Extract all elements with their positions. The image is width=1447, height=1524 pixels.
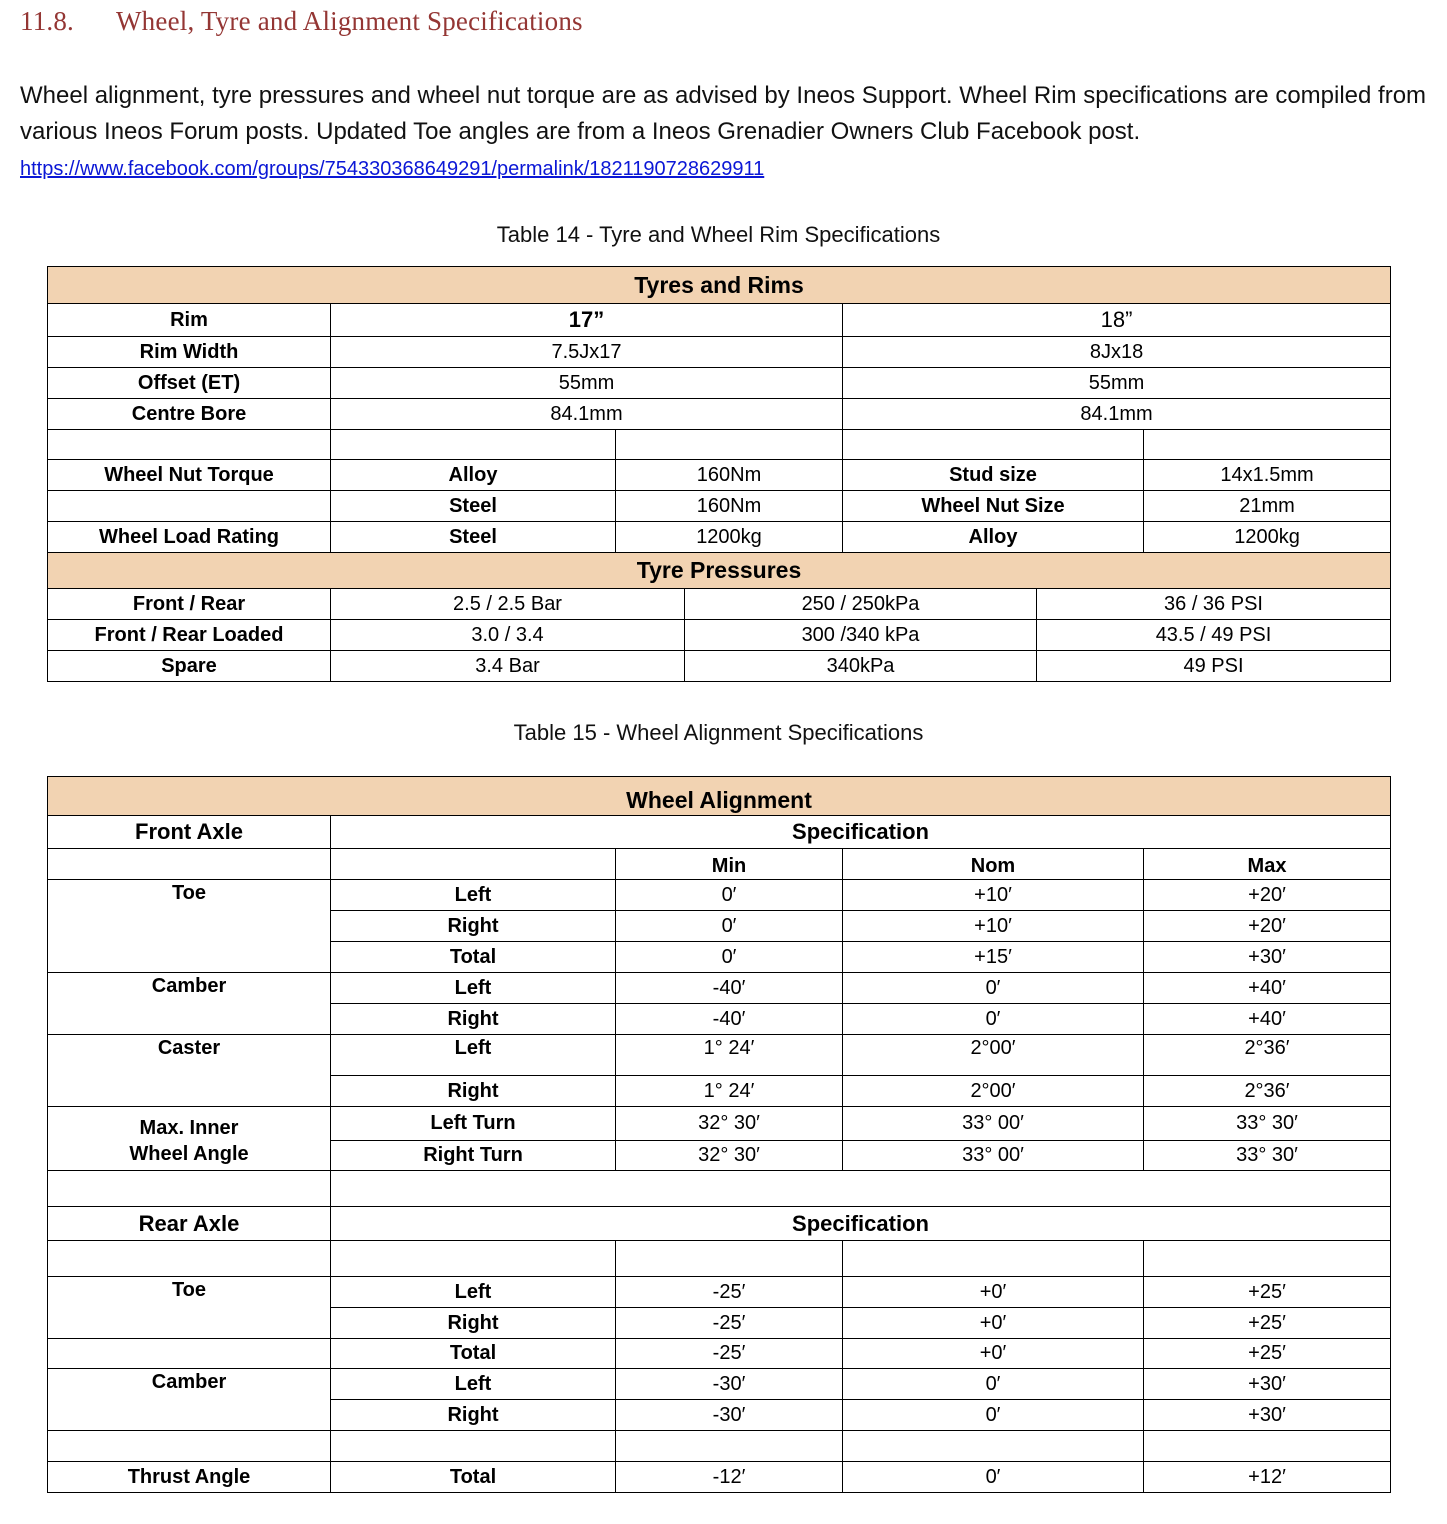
nom-value: 33° 00′ [843,1141,1144,1171]
tyres-rims-title: Tyres and Rims [48,267,1391,304]
nom-value: 0′ [843,973,1144,1004]
load-alloy-value: 1200kg [1144,522,1391,553]
table-row [48,1277,1391,1308]
min-value: 0′ [616,880,843,911]
min-value: 0′ [616,942,843,973]
spare-kpa: 340kPa [685,651,1037,682]
wheel-nut-size-label: Wheel Nut Size [843,491,1144,522]
front-rear-kpa: 250 / 250kPa [685,589,1037,620]
empty-cell [48,1339,331,1369]
side-label: Right [331,911,616,942]
empty-cell [48,430,331,460]
max-value: +30′ [1144,942,1391,973]
side-label: Total [331,1462,616,1493]
min-value: -30′ [616,1369,843,1400]
centre-bore-17: 84.1mm [331,399,843,430]
table-row [48,880,1391,911]
empty-cell [616,1431,843,1462]
stud-size-label: Stud size [843,460,1144,491]
max-value: +25′ [1144,1339,1391,1369]
table-row [48,973,1391,1004]
front-camber-label: Camber [48,973,331,1035]
side-label: Left [331,1035,616,1076]
nom-value: +0′ [843,1339,1144,1369]
rim-width-18: 8Jx18 [843,337,1391,368]
side-label: Right [331,1308,616,1339]
min-value: -40′ [616,1004,843,1035]
torque-steel-value: 160Nm [616,491,843,522]
max-value: +20′ [1144,911,1391,942]
torque-steel-label: Steel [331,491,616,522]
front-rear-bar: 2.5 / 2.5 Bar [331,589,685,620]
table-row [48,1141,1391,1171]
empty-cell [843,1241,1144,1277]
min-value: -30′ [616,1400,843,1431]
front-axle-label: Front Axle [48,816,331,849]
empty-cell [1144,1431,1391,1462]
min-value: -25′ [616,1308,843,1339]
table-row [48,1107,1391,1141]
side-label: Right [331,1076,616,1107]
section-title: Wheel, Tyre and Alignment Specifications [116,6,583,36]
empty-cell [48,1171,331,1207]
col-max: Max [1144,849,1391,880]
nom-value: 0′ [843,1462,1144,1493]
rear-camber-label: Camber [48,1369,331,1431]
centre-bore-18: 84.1mm [843,399,1391,430]
empty-cell [48,491,331,522]
front-rear-loaded-label: Front / Rear Loaded [48,620,331,651]
min-value: -25′ [616,1277,843,1308]
side-label: Total [331,1339,616,1369]
max-value: +30′ [1144,1369,1391,1400]
front-caster-label: Caster [48,1035,331,1107]
side-label: Left [331,1369,616,1400]
tyre-pressures-title: Tyre Pressures [48,553,1391,589]
empty-cell [843,1431,1144,1462]
empty-cell [48,1241,331,1277]
min-value: 1° 24′ [616,1035,843,1076]
empty-cell [331,1241,616,1277]
rim-width-label: Rim Width [48,337,331,368]
nom-value: +10′ [843,880,1144,911]
table-row [48,1339,1391,1369]
tyres-rims-table [47,266,1391,553]
empty-cell [331,1431,616,1462]
stud-size-value: 14x1.5mm [1144,460,1391,491]
max-value: 2°36′ [1144,1035,1391,1076]
max-inner-label-line2: Wheel Angle [48,1141,331,1171]
min-value: -12′ [616,1462,843,1493]
front-toe-label: Toe [48,880,331,973]
rim-label: Rim [48,304,331,337]
torque-alloy-value: 160Nm [616,460,843,491]
centre-bore-label: Centre Bore [48,399,331,430]
min-value: 1° 24′ [616,1076,843,1107]
side-label: Right [331,1400,616,1431]
table-row [48,1369,1391,1400]
side-label: Right Turn [331,1141,616,1171]
empty-cell [1144,430,1391,460]
empty-cell [616,1241,843,1277]
max-value: +30′ [1144,1400,1391,1431]
table-row [48,1035,1391,1076]
max-value: 33° 30′ [1144,1107,1391,1141]
spare-psi: 49 PSI [1037,651,1391,682]
wheel-alignment-title: Wheel Alignment [48,777,1391,816]
nom-value: +10′ [843,911,1144,942]
col-min: Min [616,849,843,880]
nom-value: 2°00′ [843,1035,1144,1076]
nom-value: 33° 00′ [843,1107,1144,1141]
empty-cell [48,1431,331,1462]
nom-value: 0′ [843,1004,1144,1035]
front-rear-loaded-bar: 3.0 / 3.4 [331,620,685,651]
min-value: 32° 30′ [616,1141,843,1171]
min-value: 0′ [616,911,843,942]
section-heading [20,6,583,37]
rim-17: 17” [331,304,843,337]
side-label: Left Turn [331,1107,616,1141]
spare-bar: 3.4 Bar [331,651,685,682]
max-inner-label-line1: Max. Inner [48,1107,331,1141]
spare-label: Spare [48,651,331,682]
min-value: -25′ [616,1339,843,1369]
max-value: +12′ [1144,1462,1391,1493]
wheel-load-rating-label: Wheel Load Rating [48,522,331,553]
empty-cell [331,430,616,460]
nom-value: 0′ [843,1369,1144,1400]
nom-value: +0′ [843,1277,1144,1308]
offset-label: Offset (ET) [48,368,331,399]
max-value: 33° 30′ [1144,1141,1391,1171]
wheel-alignment-table [47,776,1391,1493]
max-value: +20′ [1144,880,1391,911]
offset-18: 55mm [843,368,1391,399]
side-label: Right [331,1004,616,1035]
front-rear-loaded-psi: 43.5 / 49 PSI [1037,620,1391,651]
offset-17: 55mm [331,368,843,399]
thrust-angle-label: Thrust Angle [48,1462,331,1493]
empty-cell [331,1171,1391,1207]
empty-cell [843,430,1144,460]
empty-cell [616,430,843,460]
col-nom: Nom [843,849,1144,880]
max-value: +25′ [1144,1277,1391,1308]
empty-cell [331,849,616,880]
wheel-nut-torque-label: Wheel Nut Torque [48,460,331,491]
front-rear-psi: 36 / 36 PSI [1037,589,1391,620]
max-value: +40′ [1144,1004,1391,1035]
max-value: 2°36′ [1144,1076,1391,1107]
max-value: +40′ [1144,973,1391,1004]
side-label: Total [331,942,616,973]
table-row [48,1462,1391,1493]
torque-alloy-label: Alloy [331,460,616,491]
nom-value: 0′ [843,1400,1144,1431]
front-specification-label: Specification [331,816,1391,849]
side-label: Left [331,880,616,911]
intro-paragraph [20,78,1430,187]
facebook-link[interactable]: https://www.facebook.com/groups/754330368649291/permalink/1821190728629911 [20,158,765,180]
front-rear-loaded-kpa: 300 /340 kPa [685,620,1037,651]
nom-value: +15′ [843,942,1144,973]
side-label: Left [331,973,616,1004]
max-value: +25′ [1144,1308,1391,1339]
intro-text: Wheel alignment, tyre pressures and wheel nut torque are as advised by Ineos Support. Wheel Rim specifications are compiled from various Ineos Forum posts. Updated Toe angles are from a Ineos Grenadier Owners Club Facebook post. [20,82,1427,145]
rear-toe-label: Toe [48,1277,331,1339]
min-value: 32° 30′ [616,1107,843,1141]
rear-specification-label: Specification [331,1207,1391,1241]
load-alloy-label: Alloy [843,522,1144,553]
rim-width-17: 7.5Jx17 [331,337,843,368]
load-steel-value: 1200kg [616,522,843,553]
min-value: -40′ [616,973,843,1004]
load-steel-label: Steel [331,522,616,553]
section-number: 11.8. [20,6,74,36]
rim-18: 18” [843,304,1391,337]
nom-value: 2°00′ [843,1076,1144,1107]
side-label: Left [331,1277,616,1308]
table14-caption: Table 14 - Tyre and Wheel Rim Specifications [496,222,941,247]
rear-axle-label: Rear Axle [48,1207,331,1241]
table15-caption: Table 15 - Wheel Alignment Specifications [513,720,924,745]
empty-cell [48,849,331,880]
front-rear-label: Front / Rear [48,589,331,620]
tyre-pressures-table [47,552,1391,682]
empty-cell [1144,1241,1391,1277]
wheel-nut-size-value: 21mm [1144,491,1391,522]
nom-value: +0′ [843,1308,1144,1339]
